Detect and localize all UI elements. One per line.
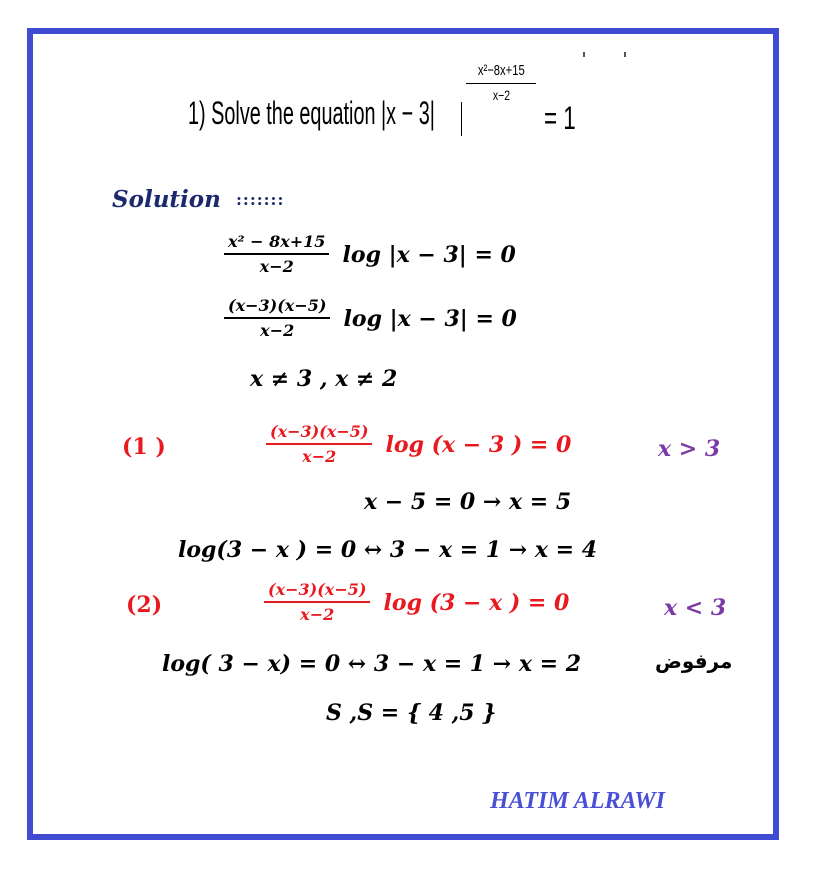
equation-rest: log (x − 3 ) = 0 bbox=[385, 431, 572, 458]
solution-heading: Solution bbox=[112, 186, 221, 213]
equation-rest: log |x − 3| = 0 bbox=[342, 241, 516, 268]
denominator: x−2 bbox=[259, 257, 294, 276]
case-1-condition: x > 3 bbox=[658, 436, 721, 462]
numerator: (x−3)(x−5) bbox=[224, 298, 330, 319]
fraction bbox=[266, 424, 372, 465]
fraction bbox=[264, 582, 370, 623]
step-1 bbox=[224, 234, 516, 275]
author-signature: HATIM ALRAWI bbox=[490, 788, 665, 814]
exponent-bar bbox=[466, 83, 536, 84]
equation-rest: log |x − 3| = 0 bbox=[343, 305, 517, 332]
numerator: (x−3)(x−5) bbox=[264, 582, 370, 603]
exponent-numerator: x²−8x+15 bbox=[477, 62, 525, 79]
denominator: x−2 bbox=[300, 605, 335, 624]
denominator: x−2 bbox=[260, 321, 295, 340]
fraction bbox=[224, 298, 330, 339]
case-1-equation bbox=[266, 424, 571, 465]
case-2-label: (2) bbox=[126, 592, 163, 618]
stray-mark bbox=[583, 52, 585, 57]
solution-dots: ::::::: bbox=[236, 190, 285, 209]
problem-rhs: = 1 bbox=[544, 100, 576, 136]
step-2 bbox=[224, 298, 517, 339]
problem-exponent bbox=[466, 62, 536, 103]
denominator: x−2 bbox=[302, 447, 337, 466]
case-2-line-a: log( 3 − x) = 0 ↔ 3 − x = 1 → x = 2 bbox=[162, 651, 582, 677]
case-2-equation bbox=[264, 582, 569, 623]
case-1-label: (1 ) bbox=[122, 434, 166, 460]
exponent-denominator: x−2 bbox=[492, 87, 510, 103]
solution-set: S ,S = { 4 ,5 } bbox=[326, 700, 497, 726]
case-1-line-b: log(3 − x ) = 0 ↔ 3 − x = 1 → x = 4 bbox=[178, 537, 598, 563]
stray-mark bbox=[624, 52, 626, 57]
rejected-label: مرفوض bbox=[655, 649, 733, 673]
numerator: x² − 8x+15 bbox=[224, 234, 329, 255]
equation-rest: log (3 − x ) = 0 bbox=[383, 589, 570, 616]
fraction bbox=[224, 234, 329, 275]
numerator: (x−3)(x−5) bbox=[266, 424, 372, 445]
domain-conditions: x ≠ 3 , x ≠ 2 bbox=[250, 366, 398, 392]
problem-title: 1) Solve the equation |x − 3| bbox=[188, 95, 435, 131]
abs-bar bbox=[461, 102, 462, 136]
case-1-line-a: x − 5 = 0 → x = 5 bbox=[364, 489, 572, 515]
case-2-condition: x < 3 bbox=[664, 595, 727, 621]
